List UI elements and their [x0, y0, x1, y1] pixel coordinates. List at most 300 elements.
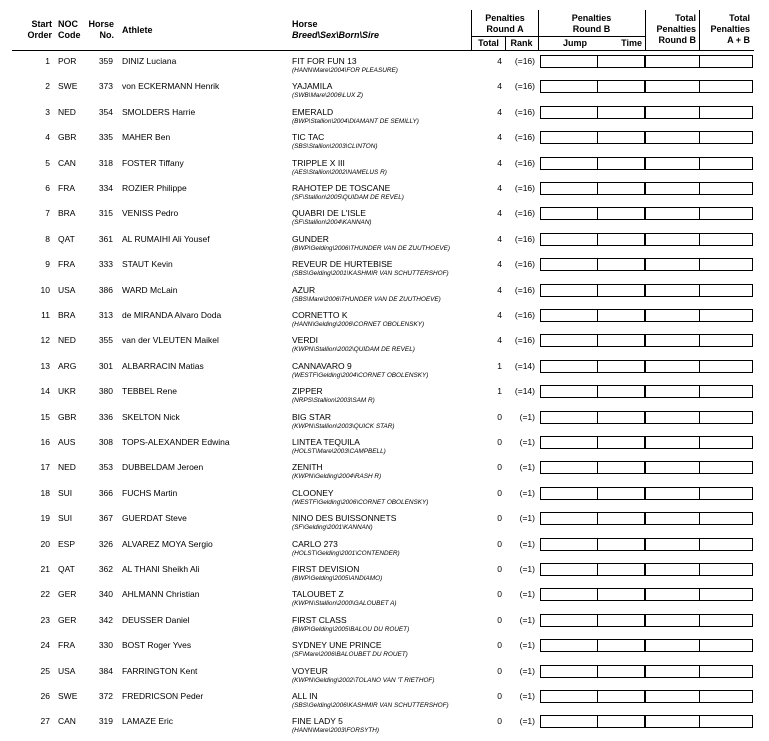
round-a-rank: (=1) [519, 716, 535, 727]
horse-name: LINTEA TEQUILA [292, 437, 360, 447]
round-b-jump-box [540, 334, 598, 347]
round-b-time-box [597, 665, 645, 678]
header-penalties-round-a [472, 13, 538, 35]
horse-no: 318 [98, 157, 113, 168]
horse-no: 308 [98, 437, 113, 447]
header-bottom-rule [12, 50, 754, 51]
horse-no: 384 [98, 665, 113, 676]
round-b-jump-box [540, 360, 598, 373]
horse-no: 301 [98, 360, 113, 371]
round-a-rank: (=16) [514, 183, 535, 193]
noc-code: UKR [58, 386, 76, 397]
start-order: 27 [40, 716, 50, 727]
total-ab-box [699, 385, 753, 398]
round-b-jump-box [540, 512, 598, 525]
horse-name: RAHOTEP DE TOSCANE [292, 183, 391, 193]
table-row [0, 359, 769, 384]
total-round-b-box [645, 461, 700, 474]
total-round-b-box [645, 157, 700, 170]
athlete-name: von ECKERMANN Henrik [122, 81, 220, 92]
table-row [0, 232, 769, 257]
noc-code: SUI [58, 513, 73, 524]
total-round-b-box [645, 436, 700, 449]
horse-no: 313 [98, 310, 113, 320]
table-row [0, 384, 769, 409]
start-order: 3 [45, 106, 50, 117]
noc-code: BRA [58, 208, 76, 219]
total-ab-box [699, 258, 753, 271]
table-row [0, 435, 769, 460]
athlete-name: SKELTON Nick [122, 411, 180, 422]
total-ab-box [699, 411, 753, 424]
header-noc-line2: Code [58, 30, 81, 40]
horse-details: (SF\Gelding\2001\KANNAN) [292, 524, 373, 532]
noc-code: CAN [58, 716, 76, 727]
noc-code: USA [58, 665, 76, 676]
round-b-jump-box [540, 182, 598, 195]
round-b-time-box [597, 258, 645, 271]
horse-no: 335 [98, 132, 113, 143]
round-a-total: 4 [497, 208, 502, 219]
header-pen-b-line1: Penalties [571, 13, 612, 23]
athlete-name: FREDRICSON Peder [122, 691, 204, 701]
header-divider [505, 36, 506, 50]
round-b-time-box [597, 55, 645, 68]
round-a-total: 4 [497, 284, 502, 295]
total-ab-box [699, 80, 753, 93]
total-ab-box [699, 512, 753, 525]
total-round-b-box [645, 131, 700, 144]
round-b-time-box [597, 411, 645, 424]
header-penalties-round-b [538, 13, 645, 35]
horse-name: FIT FOR FUN 13 [292, 56, 357, 66]
round-b-time-box [597, 538, 645, 551]
total-round-b-box [645, 360, 700, 373]
header-divider [538, 10, 539, 50]
start-order: 24 [40, 640, 50, 651]
table-row [0, 206, 769, 231]
round-a-rank: (=16) [514, 81, 535, 92]
table-row [0, 537, 769, 562]
athlete-name: AL THANI Sheikh Ali [122, 564, 200, 574]
athlete-name: WARD McLain [122, 284, 178, 295]
horse-no: 373 [98, 81, 113, 92]
round-a-rank: (=16) [514, 157, 535, 168]
header-horse [292, 19, 379, 41]
horse-no: 362 [98, 564, 113, 574]
horse-details: (SBS\Gelding\2006\KASHMIR VAN SCHUTTERSHOF) [292, 702, 449, 709]
round-b-time-box [597, 80, 645, 93]
athlete-name: ALBARRACIN Matias [122, 360, 204, 371]
start-order: 19 [40, 513, 50, 524]
table-row [0, 156, 769, 181]
round-a-total: 0 [497, 437, 502, 447]
start-order: 22 [40, 589, 50, 600]
round-b-jump-box [540, 436, 598, 449]
total-ab-box [699, 487, 753, 500]
round-b-jump-box [540, 106, 598, 119]
total-round-b-box [645, 284, 700, 297]
round-a-total: 0 [497, 716, 502, 727]
noc-code: NED [58, 335, 76, 346]
horse-no: 326 [98, 538, 113, 549]
table-row [0, 181, 769, 206]
round-b-jump-box [540, 157, 598, 170]
horse-details: (SBS\Mare\2006\THUNDER VAN DE ZUUTHOEVE) [292, 295, 441, 303]
athlete-name: SMOLDERS Harrie [122, 106, 196, 117]
start-order: 12 [40, 335, 50, 346]
athlete-name: AHLMANN Christian [122, 589, 200, 600]
round-b-time-box [597, 436, 645, 449]
round-a-total: 4 [497, 81, 502, 92]
round-b-jump-box [540, 131, 598, 144]
round-a-rank: (=1) [519, 640, 535, 651]
round-a-rank: (=16) [514, 132, 535, 143]
table-row [0, 689, 769, 714]
round-b-jump-box [540, 411, 598, 424]
start-order: 4 [45, 132, 50, 143]
start-order: 6 [45, 183, 50, 193]
round-a-rank: (=14) [514, 360, 535, 371]
start-order: 5 [45, 157, 50, 168]
horse-details: (KWPN\Gelding\2004\RASH R) [292, 473, 382, 481]
round-b-time-box [597, 157, 645, 170]
total-ab-box [699, 665, 753, 678]
horse-name: ALL IN [292, 691, 318, 701]
start-order: 25 [40, 665, 50, 676]
horse-name: TRIPPLE X III [292, 157, 345, 168]
horse-name: CORNETTO K [292, 310, 348, 320]
start-order: 1 [45, 56, 50, 66]
noc-code: NED [58, 106, 76, 117]
horse-details: (SWB\Mare\2006\LUX Z) [292, 92, 364, 100]
athlete-name: FOSTER Tiffany [122, 157, 184, 168]
round-b-jump-box [540, 715, 598, 728]
horse-name: SYDNEY UNE PRINCE [292, 640, 382, 651]
start-order: 15 [40, 411, 50, 422]
noc-code: ARG [58, 360, 77, 371]
horse-no: 366 [98, 487, 113, 498]
noc-code: NED [58, 462, 76, 473]
round-a-total: 0 [497, 513, 502, 524]
round-b-jump-box [540, 639, 598, 652]
round-a-rank: (=1) [519, 614, 535, 625]
round-a-rank: (=1) [519, 564, 535, 574]
horse-details: (BWP\Stallion\2004\DIAMANT DE SEMILLY) [292, 117, 419, 125]
horse-details: (WESTF\Gelding\2004\CORNET OBOLENSKY) [292, 371, 429, 379]
horse-details: (KWPN\Stallion\2003\QUICK STAR) [292, 422, 395, 430]
total-round-b-box [645, 512, 700, 525]
table-row [0, 587, 769, 612]
total-round-b-box [645, 385, 700, 398]
round-a-rank: (=16) [514, 106, 535, 117]
athlete-name: LAMAZE Eric [122, 716, 174, 727]
total-round-b-box [645, 334, 700, 347]
noc-code: FRA [58, 259, 75, 270]
total-round-b-box [645, 715, 700, 728]
athlete-name: de MIRANDA Alvaro Doda [122, 310, 222, 320]
header-tab-line1: Total [729, 13, 750, 23]
horse-name: AZUR [292, 284, 316, 295]
round-a-rank: (=1) [519, 462, 535, 473]
noc-code: SWE [58, 691, 78, 701]
athlete-name: GUERDAT Steve [122, 513, 187, 524]
table-row [0, 460, 769, 485]
start-order: 17 [40, 462, 50, 473]
athlete-name: ALVAREZ MOYA Sergio [122, 538, 213, 549]
horse-no: 367 [98, 513, 113, 524]
horse-name: GUNDER [292, 233, 329, 244]
table-row [0, 714, 769, 739]
round-b-time-box [597, 182, 645, 195]
start-order: 14 [40, 386, 50, 397]
header-pen-b-line2: Round B [572, 24, 611, 34]
table-row [0, 664, 769, 689]
round-a-rank: (=16) [514, 56, 535, 66]
round-a-total: 4 [497, 335, 502, 346]
round-a-rank: (=1) [519, 691, 535, 701]
header-total-ab [700, 13, 750, 46]
horse-details: (SF\Mare\2006\BALOUBET DU ROUET) [292, 651, 408, 659]
total-ab-box [699, 131, 753, 144]
horse-no: 361 [98, 233, 113, 244]
round-a-total: 0 [497, 462, 502, 473]
total-round-b-box [645, 258, 700, 271]
round-a-total: 4 [497, 132, 502, 143]
horse-details: (SF\Stallion\2005\QUIDAM DE REVEL) [292, 194, 404, 201]
header-tab-line3: A + B [727, 35, 750, 45]
round-b-time-box [597, 207, 645, 220]
horse-details: (HANN\Mare\2004\FOR PLEASURE) [292, 67, 398, 74]
round-b-jump-box [540, 461, 598, 474]
horse-name: ZENITH [292, 462, 323, 473]
round-b-time-box [597, 385, 645, 398]
horse-details: (HANN\Mare\2003\FORSYTH) [292, 727, 380, 735]
athlete-name: TOPS-ALEXANDER Edwina [122, 437, 230, 447]
horse-no: 334 [98, 183, 113, 193]
total-round-b-box [645, 563, 700, 576]
round-b-time-box [597, 131, 645, 144]
noc-code: QAT [58, 564, 75, 574]
total-ab-box [699, 309, 753, 322]
round-a-rank: (=16) [514, 233, 535, 244]
round-a-total: 4 [497, 310, 502, 320]
round-a-total: 0 [497, 665, 502, 676]
noc-code: FRA [58, 640, 75, 651]
athlete-name: FUCHS Martin [122, 487, 178, 498]
round-b-time-box [597, 715, 645, 728]
horse-details: (HOLST\Gelding\2001\CONTENDER) [292, 549, 400, 557]
header-horse-no-line2: No. [99, 30, 114, 40]
horse-no: 319 [98, 716, 113, 727]
horse-name: FIRST DEVISION [292, 564, 360, 574]
round-b-time-box [597, 512, 645, 525]
round-a-total: 0 [497, 411, 502, 422]
horse-name: QUABRI DE L'ISLE [292, 208, 366, 219]
round-b-jump-box [540, 665, 598, 678]
horse-no: 355 [98, 335, 113, 346]
athlete-name: van der VLEUTEN Maikel [122, 335, 219, 346]
horse-name: FIRST CLASS [292, 614, 347, 625]
round-a-total: 0 [497, 538, 502, 549]
round-b-time-box [597, 233, 645, 246]
header-divider [645, 10, 646, 50]
start-order: 23 [40, 614, 50, 625]
horse-name: CANNAVARO 9 [292, 360, 352, 371]
total-ab-box [699, 207, 753, 220]
horse-name: VERDI [292, 335, 318, 346]
table-row [0, 511, 769, 536]
round-a-rank: (=16) [514, 259, 535, 270]
total-ab-box [699, 233, 753, 246]
total-ab-box [699, 157, 753, 170]
header-jump: Jump [562, 38, 587, 48]
noc-code: QAT [58, 233, 75, 244]
horse-no: 315 [98, 208, 113, 219]
table-row [0, 410, 769, 435]
round-a-total: 4 [497, 157, 502, 168]
athlete-name: STAUT Kevin [122, 259, 173, 270]
start-order: 11 [41, 310, 50, 320]
horse-details: (SF\Stallion\2004\KANNAN) [292, 219, 372, 227]
round-a-total: 0 [497, 487, 502, 498]
round-b-jump-box [540, 233, 598, 246]
horse-no: 359 [98, 56, 113, 66]
total-round-b-box [645, 538, 700, 551]
athlete-name: DEUSSER Daniel [122, 614, 190, 625]
total-round-b-box [645, 106, 700, 119]
horse-details: (SBS\Stallion\2003\CLINTON) [292, 143, 378, 151]
header-divider [471, 10, 472, 50]
horse-details: (BWP\Gelding\2006\THUNDER VAN DE ZUUTHOEVE) [292, 244, 451, 252]
noc-code: FRA [58, 183, 75, 193]
round-a-total: 4 [497, 106, 502, 117]
horse-details: (NRPS\Stallion\2003\SAM R) [292, 397, 375, 405]
round-a-rank: (=1) [519, 437, 535, 447]
table-row [0, 79, 769, 104]
horse-name: BIG STAR [292, 411, 332, 422]
total-ab-box [699, 563, 753, 576]
round-a-total: 4 [497, 259, 502, 270]
round-b-time-box [597, 360, 645, 373]
round-b-jump-box [540, 284, 598, 297]
round-a-rank: (=1) [519, 665, 535, 676]
total-ab-box [699, 538, 753, 551]
start-order: 18 [40, 487, 50, 498]
total-ab-box [699, 715, 753, 728]
round-b-time-box [597, 284, 645, 297]
round-a-rank: (=1) [519, 513, 535, 524]
total-ab-box [699, 614, 753, 627]
horse-name: ZIPPER [292, 386, 323, 397]
table-row [0, 308, 769, 333]
round-a-total: 1 [497, 386, 502, 397]
start-order: 7 [45, 208, 50, 219]
round-b-jump-box [540, 614, 598, 627]
total-ab-box [699, 588, 753, 601]
header-total-round-b [646, 13, 696, 46]
round-b-jump-box [540, 563, 598, 576]
round-a-rank: (=16) [514, 208, 535, 219]
horse-details: (HOLST\Mare\2003\CAMPBELL) [292, 448, 386, 455]
horse-name: REVEUR DE HURTEBISE [292, 259, 393, 270]
horse-no: 342 [98, 614, 113, 625]
horse-name: CLOONEY [292, 487, 334, 498]
round-b-jump-box [540, 55, 598, 68]
total-round-b-box [645, 588, 700, 601]
horse-details: (KWPN\Stallion\2000\GALOUBET A) [292, 600, 397, 608]
round-b-jump-box [540, 690, 598, 703]
total-round-b-box [645, 309, 700, 322]
start-order: 9 [45, 259, 50, 270]
header-divider [471, 36, 645, 37]
table-row [0, 613, 769, 638]
round-b-jump-box [540, 487, 598, 500]
table-row [0, 130, 769, 155]
athlete-name: MAHER Ben [122, 132, 171, 143]
header-trb-line3: Round B [658, 35, 696, 45]
round-a-total: 0 [497, 691, 502, 701]
total-ab-box [699, 106, 753, 119]
round-a-rank: (=1) [519, 411, 535, 422]
horse-name: FINE LADY 5 [292, 716, 343, 727]
header-horse-line1: Horse [292, 19, 318, 29]
horse-details: (SBS\Gelding\2001\KASHMIR VAN SCHUTTERSHOF) [292, 270, 449, 278]
horse-no: 353 [98, 462, 113, 473]
round-a-rank: (=16) [514, 284, 535, 295]
header-time: Time [621, 38, 642, 48]
header-trb-line1: Total [675, 13, 696, 23]
table-row [0, 54, 769, 79]
table-row [0, 333, 769, 358]
horse-details: (KWPN\Stallion\2002\QUIDAM DE REVEL) [292, 346, 415, 354]
total-round-b-box [645, 665, 700, 678]
noc-code: SUI [58, 487, 73, 498]
round-b-time-box [597, 614, 645, 627]
round-b-jump-box [540, 538, 598, 551]
header-trb-line2: Penalties [656, 24, 696, 34]
start-order: 20 [40, 538, 50, 549]
table-row [0, 105, 769, 130]
table-row [0, 283, 769, 308]
start-order: 2 [45, 81, 50, 92]
noc-code: GBR [58, 132, 77, 143]
noc-code: POR [58, 56, 77, 66]
round-a-rank: (=16) [514, 335, 535, 346]
horse-details: (AES\Stallion\2002\NAMELUS R) [292, 168, 387, 176]
round-a-total: 4 [497, 56, 502, 66]
horse-no: 336 [98, 411, 113, 422]
total-round-b-box [645, 690, 700, 703]
header-horse-no-line1: Horse [88, 19, 114, 29]
total-round-b-box [645, 80, 700, 93]
round-a-total: 0 [497, 640, 502, 651]
round-b-time-box [597, 461, 645, 474]
header-pen-a-line2: Round A [486, 24, 524, 34]
round-a-total: 0 [497, 564, 502, 574]
horse-no: 372 [98, 691, 113, 701]
round-b-jump-box [540, 588, 598, 601]
start-order: 16 [40, 437, 50, 447]
horse-name: VOYEUR [292, 665, 328, 676]
start-order: 13 [40, 360, 50, 371]
horse-no: 333 [98, 259, 113, 270]
total-round-b-box [645, 55, 700, 68]
athlete-name: AL RUMAIHI Ali Yousef [122, 233, 210, 244]
athlete-name: TEBBEL Rene [122, 386, 177, 397]
total-ab-box [699, 284, 753, 297]
round-b-time-box [597, 563, 645, 576]
